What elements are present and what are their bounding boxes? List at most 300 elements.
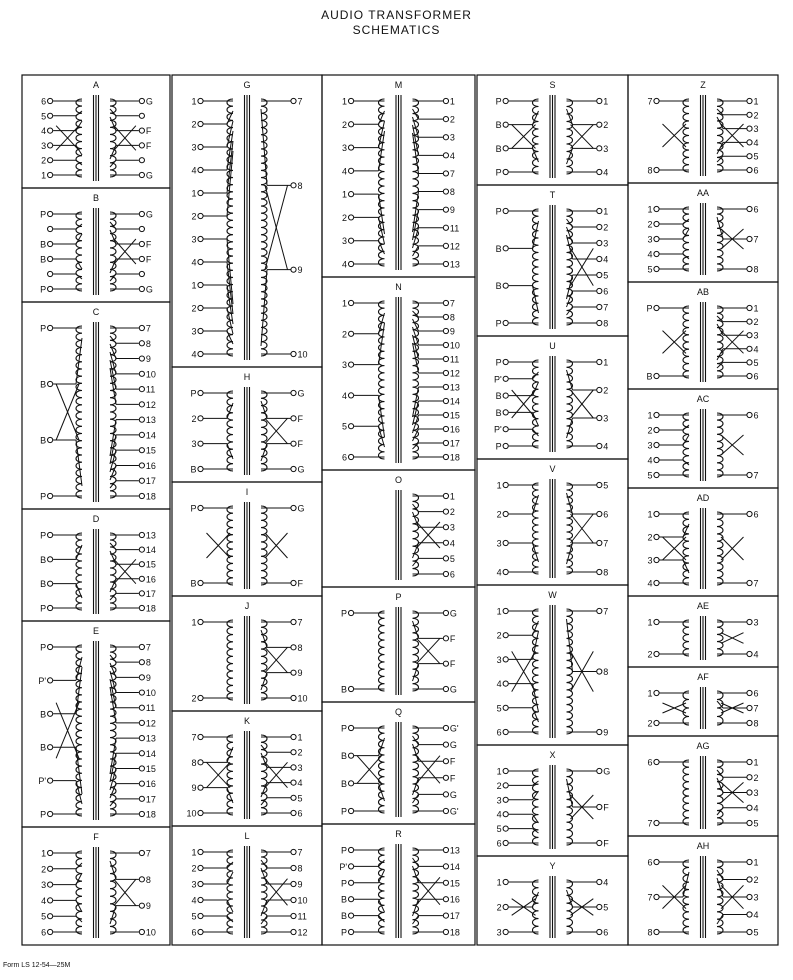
terminal-label: P (40, 209, 47, 220)
secondary-winding (261, 506, 267, 585)
terminal-dot (597, 256, 602, 261)
terminal-label: 17 (145, 476, 156, 487)
schematic-label: E (92, 626, 100, 636)
terminal-label: 3 (191, 142, 197, 153)
terminal-dot (48, 211, 53, 216)
terminal-dot (139, 850, 144, 855)
terminal-label: 6 (753, 410, 759, 421)
terminal-label: B (341, 911, 348, 922)
terminal-label: 4 (342, 390, 348, 401)
terminal-label: 6 (647, 857, 653, 868)
terminal-label: G' (449, 723, 459, 734)
terminal-label: 2 (603, 120, 609, 131)
schematic-h (172, 367, 322, 482)
terminal-label: 17 (449, 438, 460, 449)
terminal-label: 9 (297, 265, 303, 276)
terminal-label: P (495, 96, 502, 107)
terminal-label: 9 (191, 783, 197, 794)
terminal-label: 5 (753, 357, 759, 368)
terminal-dot (48, 898, 53, 903)
terminal-dot (348, 192, 353, 197)
terminal-dot (139, 143, 144, 148)
terminal-dot (139, 591, 144, 596)
terminal-dot (139, 256, 144, 261)
terminal-dot (48, 271, 53, 276)
terminal-label: 2 (647, 532, 653, 543)
schematic-label: W (548, 590, 557, 600)
terminal-label: 7 (145, 642, 151, 653)
terminal-label: 1 (449, 491, 455, 502)
terminal-dot (597, 669, 602, 674)
terminal-label: 3 (297, 762, 303, 773)
terminal-label: 11 (449, 223, 460, 234)
terminal-dot (443, 509, 448, 514)
terminal-label: 6 (41, 96, 47, 107)
terminal-dot (597, 804, 602, 809)
terminal-label: 2 (753, 772, 759, 783)
terminal-label: 6 (753, 688, 759, 699)
terminal-label: 10 (145, 927, 156, 938)
terminal-label: 1 (297, 732, 303, 743)
terminal-label: 16 (145, 574, 156, 585)
terminal-label: 9 (145, 672, 151, 683)
terminal-label: P' (339, 861, 348, 872)
terminal-dot (654, 534, 659, 539)
schematic-p (322, 587, 475, 702)
terminal-label: 2 (603, 222, 609, 233)
terminal-label: 5 (753, 818, 759, 829)
terminal-dot (654, 690, 659, 695)
terminal-label: 6 (449, 569, 455, 580)
terminal-dot (654, 472, 659, 477)
terminal-label: 6 (753, 204, 759, 215)
terminal-label: 2 (647, 425, 653, 436)
terminal-label: 3 (191, 234, 197, 245)
schematic-w (477, 585, 628, 745)
terminal-dot (139, 735, 144, 740)
schematic-ad (628, 488, 778, 596)
secondary-lead (567, 890, 573, 907)
terminal-dot (198, 236, 203, 241)
terminal-dot (597, 98, 602, 103)
terminal-dot (48, 745, 53, 750)
terminal-label: G (449, 608, 457, 619)
terminal-label: P' (493, 424, 502, 435)
terminal-label: 7 (753, 578, 759, 589)
terminal-dot (503, 443, 508, 448)
terminal-dot (443, 913, 448, 918)
terminal-dot (139, 356, 144, 361)
primary-winding (683, 620, 689, 656)
terminal-dot (597, 224, 602, 229)
terminal-label: 7 (753, 703, 759, 714)
terminal-label: 4 (191, 257, 197, 268)
schematic-label: J (244, 601, 250, 611)
terminal-dot (291, 619, 296, 624)
terminal-dot (443, 314, 448, 319)
terminal-dot (198, 785, 203, 790)
terminal-label: 7 (297, 617, 303, 628)
terminal-label: 1 (647, 204, 653, 215)
terminal-dot (747, 236, 752, 241)
terminal-label: 4 (647, 249, 653, 260)
terminal-dot (348, 847, 353, 852)
terminal-dot (654, 759, 659, 764)
terminal-dot (747, 619, 752, 624)
terminal-label: 1 (603, 357, 609, 368)
terminal-dot (443, 686, 448, 691)
terminal-label: 4 (191, 895, 197, 906)
form-number: Form LS 12-54—25M (3, 962, 71, 969)
terminal-label: G (297, 503, 305, 514)
terminal-dot (654, 427, 659, 432)
terminal-dot (747, 690, 752, 695)
terminal-label: 18 (449, 927, 460, 938)
terminal-dot (747, 720, 752, 725)
terminal-dot (198, 259, 203, 264)
terminal-dot (139, 432, 144, 437)
terminal-dot (198, 810, 203, 815)
schematic-f (22, 827, 170, 945)
terminal-dot (291, 881, 296, 886)
schematic-v (477, 459, 628, 585)
terminal-dot (48, 172, 53, 177)
terminal-dot (747, 805, 752, 810)
terminal-label: 1 (191, 96, 197, 107)
terminal-dot (503, 797, 508, 802)
terminal-dot (654, 859, 659, 864)
terminal-dot (747, 894, 752, 899)
schematic-z (628, 75, 778, 183)
terminal-label: 1 (603, 206, 609, 217)
terminal-dot (443, 759, 448, 764)
terminal-dot (747, 140, 752, 145)
terminal-label: B (495, 120, 502, 131)
terminal-label: 1 (191, 617, 197, 628)
terminal-dot (597, 146, 602, 151)
terminal-label: 3 (647, 234, 653, 245)
terminal-label: 4 (297, 778, 303, 789)
secondary-winding (717, 691, 723, 725)
terminal-dot (747, 360, 752, 365)
primary-winding (533, 880, 539, 934)
terminal-dot (48, 557, 53, 562)
terminal-dot (348, 238, 353, 243)
terminal-label: 8 (145, 657, 151, 668)
terminal-dot (443, 880, 448, 885)
terminal-dot (597, 443, 602, 448)
terminal-label: 4 (191, 165, 197, 176)
schematic-ac (628, 389, 778, 488)
terminal-dot (139, 877, 144, 882)
terminal-label: 8 (297, 642, 303, 653)
terminal-dot (503, 705, 508, 710)
terminal-label: 10 (145, 688, 156, 699)
terminal-label: 3 (603, 413, 609, 424)
terminal-label: 13 (145, 415, 156, 426)
terminal-label: P (495, 357, 502, 368)
schematic-label: AF (697, 672, 709, 682)
terminal-label: 2 (191, 863, 197, 874)
terminal-label: 10 (145, 369, 156, 380)
terminal-dot (48, 532, 53, 537)
terminal-label: 2 (647, 718, 653, 729)
terminal-dot (198, 351, 203, 356)
terminal-dot (139, 605, 144, 610)
terminal-label: 3 (603, 238, 609, 249)
terminal-dot (597, 608, 602, 613)
terminal-label: 1 (342, 96, 348, 107)
terminal-dot (348, 454, 353, 459)
terminal-label: B (341, 751, 348, 762)
terminal-label: 1 (191, 280, 197, 291)
secondary-winding (261, 850, 267, 934)
terminal-dot (48, 286, 53, 291)
terminal-dot (747, 651, 752, 656)
terminal-dot (291, 849, 296, 854)
terminal-label: 1 (753, 303, 759, 314)
terminal-dot (654, 580, 659, 585)
terminal-label: 16 (145, 460, 156, 471)
terminal-dot (654, 98, 659, 103)
terminal-dot (654, 167, 659, 172)
terminal-label: 10 (297, 895, 308, 906)
terminal-label: P (495, 441, 502, 452)
terminal-dot (503, 122, 508, 127)
terminal-label: 5 (603, 270, 609, 281)
schematic-x (477, 745, 628, 856)
terminal-label: 2 (342, 119, 348, 130)
terminal-dot (503, 98, 508, 103)
terminal-label: 8 (603, 667, 609, 677)
terminal-dot (291, 865, 296, 870)
terminal-label: 9 (603, 727, 609, 738)
terminal-dot (443, 792, 448, 797)
terminal-dot (747, 112, 752, 117)
terminal-label: 11 (145, 384, 156, 395)
terminal-label: 2 (449, 114, 455, 125)
terminal-label: 1 (449, 96, 455, 107)
terminal-dot (747, 859, 752, 864)
terminal-dot (48, 381, 53, 386)
schematic-label: N (395, 282, 402, 292)
terminal-label: 3 (191, 879, 197, 890)
terminal-dot (198, 282, 203, 287)
terminal-label: P (40, 603, 47, 614)
terminal-dot (198, 865, 203, 870)
terminal-dot (348, 331, 353, 336)
terminal-dot (503, 608, 508, 613)
terminal-label: 3 (753, 617, 759, 628)
terminal-label: 7 (603, 302, 609, 313)
terminal-label: 8 (145, 338, 151, 349)
terminal-label: 6 (753, 509, 759, 520)
terminal-dot (48, 325, 53, 330)
terminal-label: 2 (647, 219, 653, 230)
terminal-dot (139, 226, 144, 231)
schematic-label: H (243, 372, 251, 382)
terminal-dot (747, 319, 752, 324)
terminal-dot (198, 416, 203, 421)
terminal-dot (654, 651, 659, 656)
terminal-dot (503, 569, 508, 574)
terminal-dot (139, 532, 144, 537)
terminal-dot (198, 466, 203, 471)
terminal-label: 5 (449, 553, 455, 564)
terminal-dot (654, 266, 659, 271)
terminal-label: 8 (603, 318, 609, 329)
terminal-dot (291, 351, 296, 356)
terminal-dot (139, 720, 144, 725)
terminal-label: 4 (753, 803, 759, 814)
terminal-dot (443, 398, 448, 403)
terminal-dot (198, 695, 203, 700)
terminal-dot (747, 266, 752, 271)
terminal-label: P (341, 608, 348, 619)
schematic-af (628, 667, 778, 736)
terminal-label: P (190, 503, 197, 514)
schematic-ah (628, 836, 778, 945)
terminal-dot (348, 424, 353, 429)
terminal-dot (443, 440, 448, 445)
terminal-dot (139, 751, 144, 756)
terminal-label: 5 (603, 480, 609, 491)
secondary-winding (567, 880, 573, 934)
terminal-dot (48, 778, 53, 783)
terminal-dot (48, 678, 53, 683)
terminal-dot (48, 850, 53, 855)
terminal-label: B (40, 254, 47, 265)
terminal-label: 16 (449, 894, 460, 905)
primary-winding (683, 691, 689, 725)
primary-winding (683, 99, 689, 172)
terminal-dot (443, 493, 448, 498)
terminal-label: 8 (297, 863, 303, 874)
terminal-dot (443, 117, 448, 122)
terminal-dot (503, 359, 508, 364)
terminal-dot (139, 98, 144, 103)
terminal-dot (597, 387, 602, 392)
terminal-dot (503, 657, 508, 662)
terminal-label: 7 (753, 470, 759, 481)
terminal-dot (291, 505, 296, 510)
terminal-dot (48, 241, 53, 246)
schematic-label: G (243, 80, 251, 90)
primary-winding (533, 769, 539, 845)
terminal-label: 6 (753, 371, 759, 382)
terminal-label: 3 (647, 555, 653, 566)
terminal-dot (597, 729, 602, 734)
terminal-dot (747, 167, 752, 172)
terminal-dot (291, 913, 296, 918)
schematic-label: AH (696, 841, 710, 851)
terminal-label: 5 (647, 264, 653, 275)
schematic-label: D (92, 514, 100, 524)
terminal-dot (139, 644, 144, 649)
terminal-label: B (40, 435, 47, 446)
terminal-dot (139, 903, 144, 908)
secondary-winding (567, 769, 573, 845)
terminal-label: 1 (496, 766, 502, 777)
terminal-dot (597, 482, 602, 487)
terminal-label: 4 (191, 349, 197, 360)
terminal-dot (291, 695, 296, 700)
terminal-dot (597, 272, 602, 277)
schematic-label: AG (696, 741, 710, 751)
terminal-dot (443, 412, 448, 417)
terminal-dot (291, 670, 296, 675)
terminal-dot (747, 126, 752, 131)
terminal-dot (139, 576, 144, 581)
terminal-label: 8 (647, 927, 653, 938)
terminal-dot (198, 167, 203, 172)
terminal-label: 3 (449, 522, 455, 533)
primary-winding (227, 506, 233, 585)
terminal-dot (747, 206, 752, 211)
terminal-dot (443, 153, 448, 158)
schematic-label: X (549, 750, 556, 760)
terminal-label: 1 (496, 877, 502, 888)
terminal-label: 7 (603, 538, 609, 549)
terminal-dot (443, 661, 448, 666)
terminal-label: 6 (647, 757, 653, 768)
terminal-label: G (449, 789, 457, 800)
terminal-dot (747, 759, 752, 764)
terminal-dot (291, 750, 296, 755)
schematic-label: V (549, 464, 556, 474)
terminal-label: 4 (753, 649, 759, 660)
terminal-dot (503, 393, 508, 398)
terminal-dot (597, 169, 602, 174)
terminal-label: B (40, 239, 47, 250)
terminal-dot (747, 580, 752, 585)
terminal-label: F (145, 239, 152, 250)
terminal-dot (443, 225, 448, 230)
terminal-label: 3 (647, 440, 653, 451)
terminal-dot (48, 98, 53, 103)
terminal-dot (654, 720, 659, 725)
terminal-label: 12 (297, 927, 308, 938)
terminal-dot (503, 246, 508, 251)
terminal-dot (139, 158, 144, 163)
primary-winding (683, 413, 689, 477)
terminal-label: 18 (145, 809, 156, 820)
schematic-label: AE (696, 601, 710, 611)
terminal-label: 6 (342, 452, 348, 463)
terminal-dot (139, 766, 144, 771)
terminal-label: F (449, 659, 456, 670)
terminal-dot (654, 373, 659, 378)
terminal-label: 6 (603, 927, 609, 938)
terminal-label: P (495, 206, 502, 217)
terminal-dot (291, 441, 296, 446)
secondary-winding (413, 848, 419, 934)
terminal-dot (654, 236, 659, 241)
schematic-e (22, 621, 170, 827)
terminal-label: 15 (145, 445, 156, 456)
terminal-label: P (40, 642, 47, 653)
terminal-dot (443, 864, 448, 869)
terminal-dot (503, 768, 508, 773)
terminal-dot (503, 812, 508, 817)
terminal-label: F (603, 838, 609, 849)
terminal-label: 6 (496, 727, 502, 738)
terminal-dot (443, 426, 448, 431)
primary-winding (227, 391, 233, 471)
terminal-dot (48, 226, 53, 231)
terminal-dot (747, 705, 752, 710)
terminal-dot (654, 206, 659, 211)
